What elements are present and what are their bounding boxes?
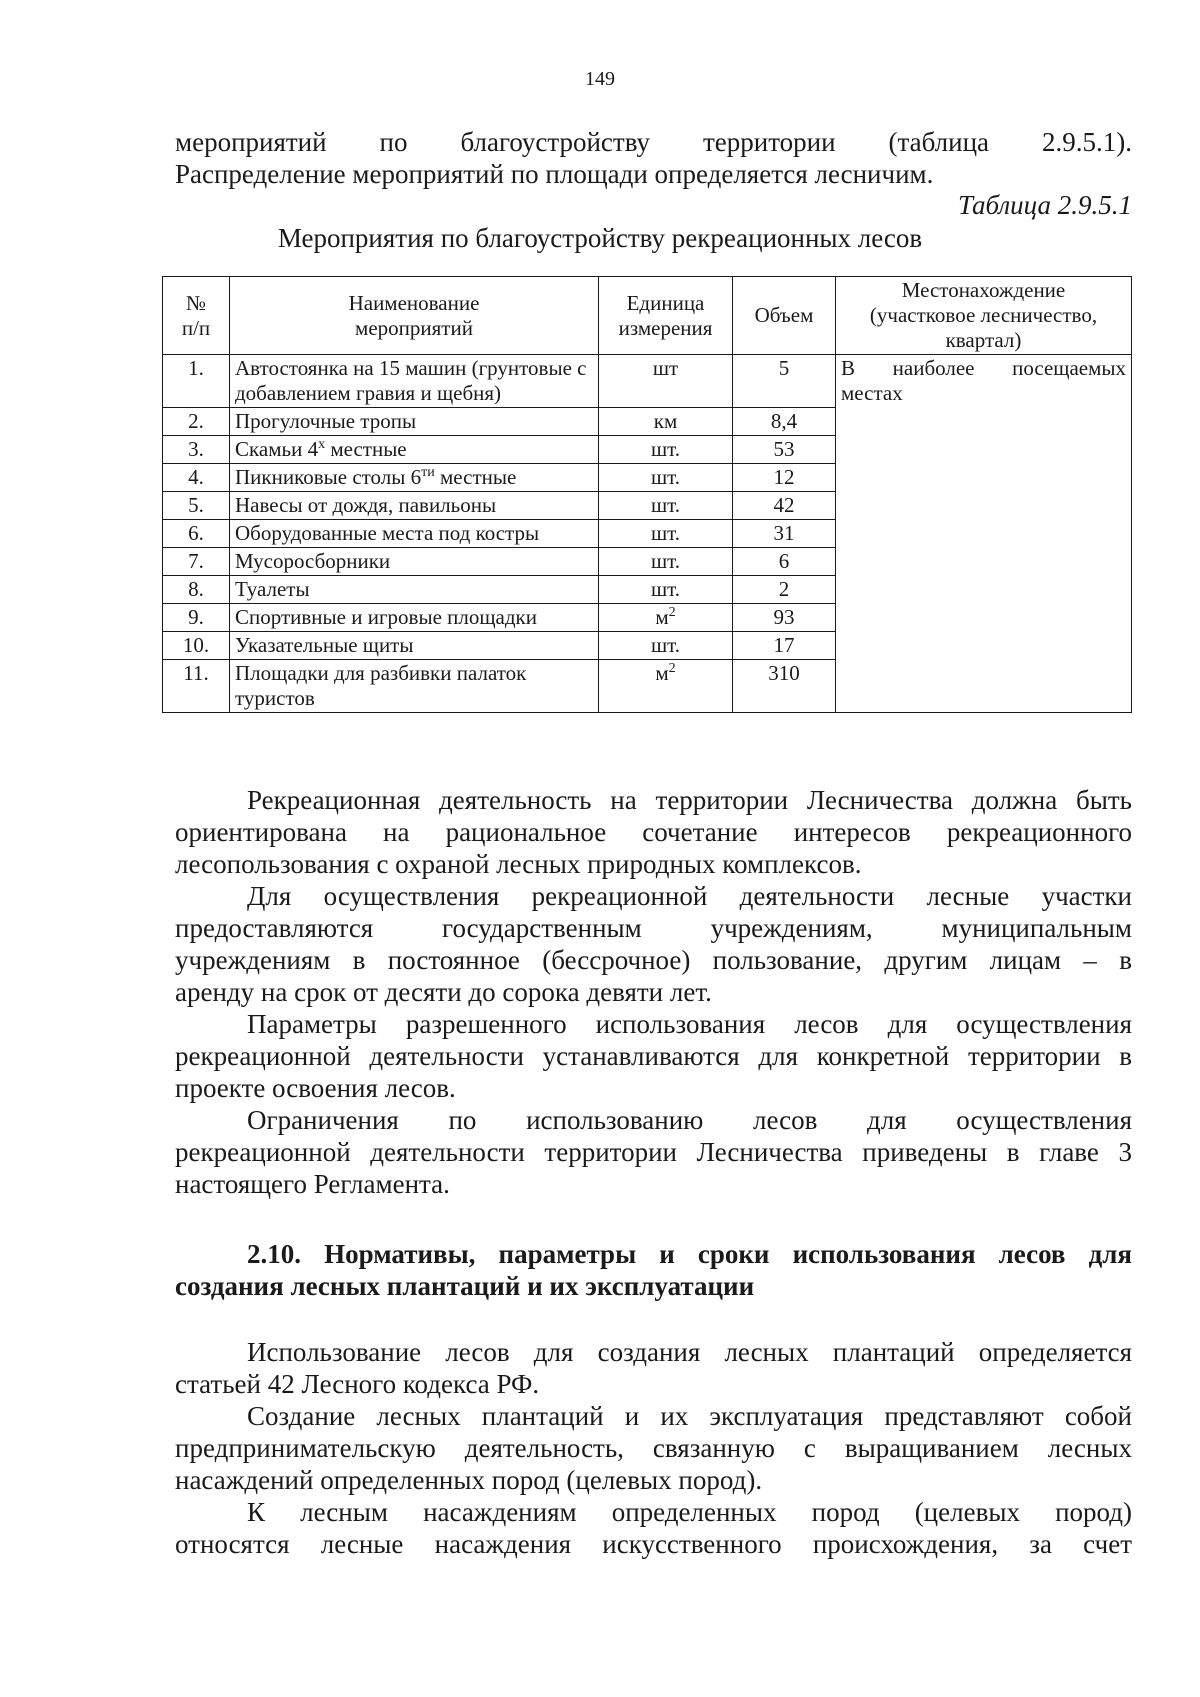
unit-sup: 2 [668, 661, 676, 676]
paragraph-line: учреждениям в постоянное (бессрочное) пользование, другим лицам – в [175, 945, 1132, 975]
row-volume: 31 [733, 520, 836, 548]
section-heading [175, 1238, 1132, 1302]
row-name-sup: х [318, 437, 326, 452]
row-name: Туалеты [230, 576, 599, 604]
location-cell [836, 355, 1132, 713]
row-name: Мусоросборники [230, 548, 599, 576]
header-text: № [185, 290, 207, 315]
row-name: Спортивные и игровые площадки [230, 604, 599, 632]
paragraph-line: статьей 42 Лесного кодекса РФ. [175, 1369, 540, 1399]
row-number: 4. [163, 464, 230, 492]
row-unit: шт. [599, 464, 733, 492]
header-name [230, 277, 599, 355]
row-volume: 53 [733, 436, 836, 464]
location-text: В наиболее посещаемых [841, 356, 1126, 380]
row-name: Прогулочные тропы [230, 408, 599, 436]
header-text: квартал) [945, 328, 1022, 352]
row-unit: шт. [599, 436, 733, 464]
header-unit [599, 277, 733, 355]
paragraph-line: предпринимательскую деятельность, связанную с выращиванием лесных [175, 1433, 1132, 1463]
row-name-text: местные [434, 465, 517, 489]
row-volume: 310 [733, 660, 836, 713]
paragraph-line: рекреационной деятельности территории Лесничества приведены в главе 3 [175, 1137, 1132, 1167]
body-text [175, 784, 1132, 1200]
measures-table [162, 276, 1132, 713]
row-unit [599, 660, 733, 713]
header-text: мероприятий [355, 315, 473, 340]
header-text: (участковое лесничество, [869, 303, 1098, 327]
header-text: Единица [626, 290, 705, 315]
paragraph-line: Для осуществления рекреационной деятельности лесные участки [247, 881, 1132, 911]
row-number: 10. [163, 632, 230, 660]
row-name-sup: ти [421, 465, 435, 480]
row-number: 8. [163, 576, 230, 604]
page-number: 149 [585, 68, 615, 90]
table-row [163, 355, 1132, 408]
paragraph-line: относятся лесные насаждения искусственного происхождения, за счет [175, 1529, 1132, 1559]
heading-line: создания лесных плантаций и их эксплуатации [175, 1271, 755, 1301]
header-text: Объем [754, 303, 814, 327]
row-number: 1. [163, 355, 230, 408]
row-number: 7. [163, 548, 230, 576]
heading-line: 2.10. Нормативы, параметры и сроки использования лесов для [247, 1239, 1132, 1269]
location-text: местах [841, 381, 903, 405]
row-volume: 2 [733, 576, 836, 604]
row-volume: 5 [733, 355, 836, 408]
paragraph-line: Ограничения по использованию лесов для осуществления [247, 1105, 1132, 1135]
row-unit [599, 604, 733, 632]
row-name-text: местные [325, 437, 407, 461]
row-number: 5. [163, 492, 230, 520]
row-name: Площадки для разбивки палаток туристов [230, 660, 599, 713]
paragraph-line: Использование лесов для создания лесных плантаций определяется [247, 1337, 1132, 1367]
row-unit: шт. [599, 576, 733, 604]
row-unit: км [599, 408, 733, 436]
paragraph-line: проекте освоения лесов. [175, 1073, 456, 1103]
row-volume: 12 [733, 464, 836, 492]
row-unit: шт. [599, 520, 733, 548]
paragraph-line: ориентирована на рациональное сочетание интересов рекреационного [175, 817, 1132, 847]
row-volume: 8,4 [733, 408, 836, 436]
row-unit: шт. [599, 632, 733, 660]
row-name: Оборудованные места под костры [230, 520, 599, 548]
paragraph-line: насаждений определенных пород (целевых пород). [175, 1465, 763, 1495]
body-text-2 [175, 1336, 1132, 1560]
row-volume: 42 [733, 492, 836, 520]
row-unit: шт [599, 355, 733, 408]
row-number: 3. [163, 436, 230, 464]
paragraph-line: предоставляются государственным учреждениям, муниципальным [175, 913, 1132, 943]
row-volume: 17 [733, 632, 836, 660]
paragraph-line: настоящего Регламента. [175, 1169, 450, 1199]
table-title: Мероприятия по благоустройству рекреационных лесов [277, 223, 923, 253]
paragraph-line: К лесным насаждениям определенных пород (целевых пород) [247, 1497, 1132, 1527]
row-name [230, 436, 599, 464]
text-line: Распределение мероприятий по площади определяется лесничим. [175, 159, 934, 189]
intro-text [175, 126, 1132, 190]
header-text: Наименование [348, 290, 480, 315]
row-name: Автостоянка на 15 машин (грунтовые с добавлением гравия и щебня) [230, 355, 599, 408]
paragraph-line: Создание лесных плантаций и их эксплуатация представляют собой [247, 1401, 1132, 1431]
paragraph-line: Рекреационная деятельность на территории Лесничества должна быть [247, 785, 1132, 815]
paragraph-line: Параметры разрешенного использования лесов для осуществления [247, 1009, 1132, 1039]
unit-text: м [655, 605, 669, 629]
header-location [836, 277, 1132, 355]
header-text: измерения [618, 315, 713, 340]
header-number [163, 277, 230, 355]
row-name: Навесы от дождя, павильоны [230, 492, 599, 520]
row-name-text: Пикниковые столы 6 [235, 465, 422, 489]
unit-sup: 2 [668, 605, 676, 620]
row-name-text: Скамьи 4 [235, 437, 319, 461]
paragraph-line: лесопользования с охраной лесных природных комплексов. [175, 849, 862, 879]
header-volume [733, 277, 836, 355]
row-unit: шт. [599, 492, 733, 520]
row-volume: 6 [733, 548, 836, 576]
row-number: 9. [163, 604, 230, 632]
paragraph-line: рекреационной деятельности устанавливаются для конкретной территории в [175, 1041, 1132, 1071]
row-volume: 93 [733, 604, 836, 632]
header-text: Местонахождение [901, 278, 1066, 302]
header-text: п/п [181, 315, 211, 340]
unit-text: м [655, 661, 669, 685]
row-number: 11. [163, 660, 230, 713]
row-number: 2. [163, 408, 230, 436]
paragraph-line: аренду на срок от десяти до сорока девяти лет. [175, 977, 712, 1007]
row-name [230, 464, 599, 492]
row-number: 6. [163, 520, 230, 548]
table-header-row [163, 277, 1132, 355]
row-name: Указательные щиты [230, 632, 599, 660]
text-line: мероприятий по благоустройству территории (таблица 2.9.5.1). [175, 127, 1132, 157]
row-unit: шт. [599, 548, 733, 576]
table-caption: Таблица 2.9.5.1 [957, 190, 1132, 220]
